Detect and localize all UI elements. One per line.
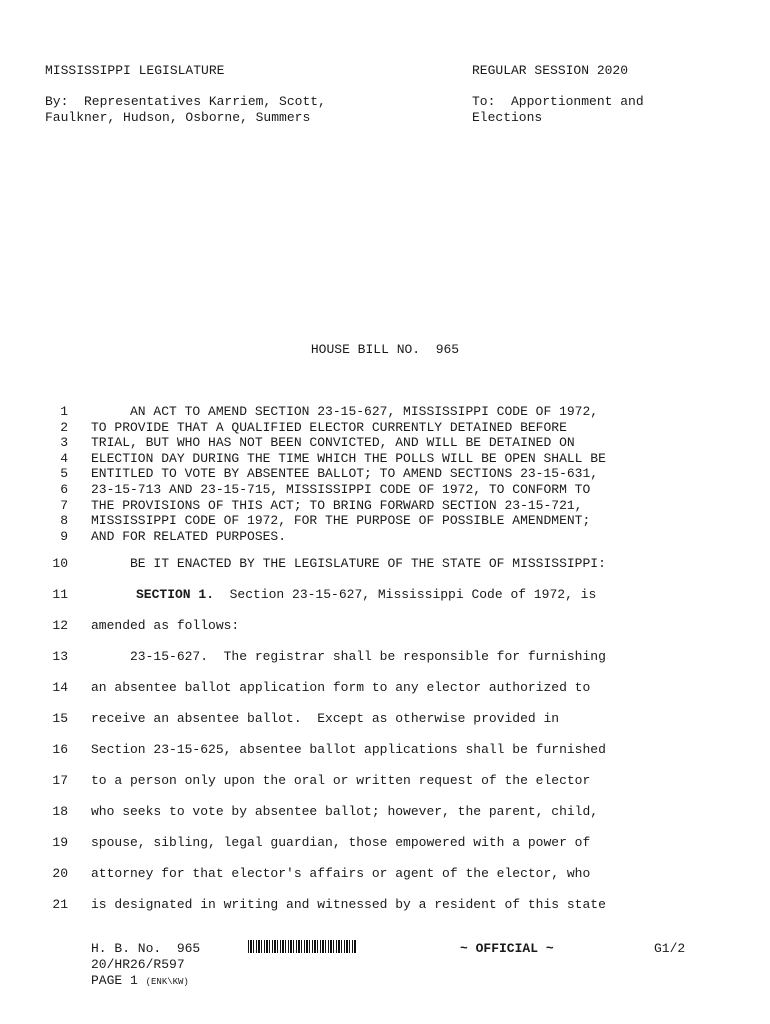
body-text-line: Section 23-15-625, absentee ballot applications shall be furnished — [91, 742, 606, 757]
title-text-line: MISSISSIPPI CODE OF 1972, FOR THE PURPOSE OF POSSIBLE AMENDMENT; — [91, 513, 591, 529]
sponsors-line-2: Faulkner, Hudson, Osborne, Summers — [45, 110, 311, 125]
section-heading-line — [91, 587, 596, 602]
line-number: 15 — [52, 711, 68, 726]
line-number: 21 — [52, 897, 68, 912]
line-number: 3 — [60, 435, 68, 451]
title-text-line: THE PROVISIONS OF THIS ACT; TO BRING FORWARD SECTION 23-15-721, — [91, 497, 583, 513]
line-number: 12 — [52, 618, 68, 633]
body-text-line: an absentee ballot application form to any elector authorized to — [91, 680, 591, 695]
body-text-line: is designated in writing and witnessed by a resident of this state — [91, 897, 606, 912]
document-id: 20/HR26/R597 — [91, 957, 185, 972]
line-number: 14 — [52, 680, 68, 695]
line-number: 16 — [52, 742, 68, 757]
line-number: 18 — [52, 804, 68, 819]
section-text: Section 23-15-627, Mississippi Code of 1972, is — [214, 587, 597, 602]
page-number: PAGE 1 — [91, 973, 138, 988]
title-text-line: ELECTION DAY DURING THE TIME WHICH THE POLLS WILL BE OPEN SHALL BE — [91, 450, 606, 466]
title-text-line: ENTITLED TO VOTE BY ABSENTEE BALLOT; TO AMEND SECTIONS 23-15-631, — [91, 466, 599, 482]
footer-bill-ref: H. B. No. 965 — [91, 941, 201, 956]
body-text-line: who seeks to vote by absentee ballot; however, the parent, child, — [91, 804, 599, 819]
barcode-image — [248, 940, 356, 953]
line-number: 2 — [60, 419, 68, 435]
page-code: G1/2 — [654, 941, 686, 956]
line-number: 1 — [60, 404, 68, 419]
line-number: 17 — [52, 773, 68, 788]
line-number: 11 — [52, 587, 68, 602]
drafter-initials: (ENK\KW) — [145, 977, 189, 987]
section-label: SECTION 1. — [136, 587, 215, 602]
session-name: REGULAR SESSION 2020 — [472, 63, 629, 78]
bill-title: HOUSE BILL NO. 965 — [310, 342, 460, 357]
title-text-line: TO PROVIDE THAT A QUALIFIED ELECTOR CURRENTLY DETAINED BEFORE — [91, 419, 567, 435]
line-number: 7 — [60, 497, 68, 513]
body-text-line: spouse, sibling, legal guardian, those empowered with a power of — [91, 835, 591, 850]
body-text-line: to a person only upon the oral or written request of the elector — [91, 773, 591, 788]
line-number: 4 — [60, 450, 68, 466]
page-label — [91, 973, 189, 990]
enacting-clause: BE IT ENACTED BY THE LEGISLATURE OF THE STATE OF MISSISSIPPI: — [91, 556, 606, 571]
sponsors-line-1: By: Representatives Karriem, Scott, — [45, 94, 326, 109]
line-number: 20 — [52, 866, 68, 881]
official-label: ~ OFFICIAL ~ — [460, 941, 554, 956]
line-number: 10 — [52, 556, 68, 571]
line-number: 19 — [52, 835, 68, 850]
body-text-line: 23-15-627. The registrar shall be responsible for furnishing — [91, 649, 606, 664]
title-text-line: AN ACT TO AMEND SECTION 23-15-627, MISSISSIPPI CODE OF 1972, — [91, 404, 599, 419]
body-text-line: amended as follows: — [91, 618, 240, 633]
line-number: 5 — [60, 466, 68, 482]
title-text-line: AND FOR RELATED PURPOSES. — [91, 528, 287, 544]
line-number: 8 — [60, 513, 68, 529]
committee-line-1: To: Apportionment and — [472, 94, 644, 109]
line-number: 6 — [60, 482, 68, 497]
body-text-line: receive an absentee ballot. Except as otherwise provided in — [91, 711, 560, 726]
title-text-line: 23-15-713 AND 23-15-715, MISSISSIPPI CODE OF 1972, TO CONFORM TO — [91, 482, 591, 497]
line-number: 9 — [60, 528, 68, 544]
line-number: 13 — [52, 649, 68, 664]
committee-line-2: Elections — [472, 110, 543, 125]
legislature-name: MISSISSIPPI LEGISLATURE — [45, 63, 225, 78]
body-text-line: attorney for that elector's affairs or agent of the elector, who — [91, 866, 591, 881]
title-text-line: TRIAL, BUT WHO HAS NOT BEEN CONVICTED, AND WILL BE DETAINED ON — [91, 435, 575, 451]
